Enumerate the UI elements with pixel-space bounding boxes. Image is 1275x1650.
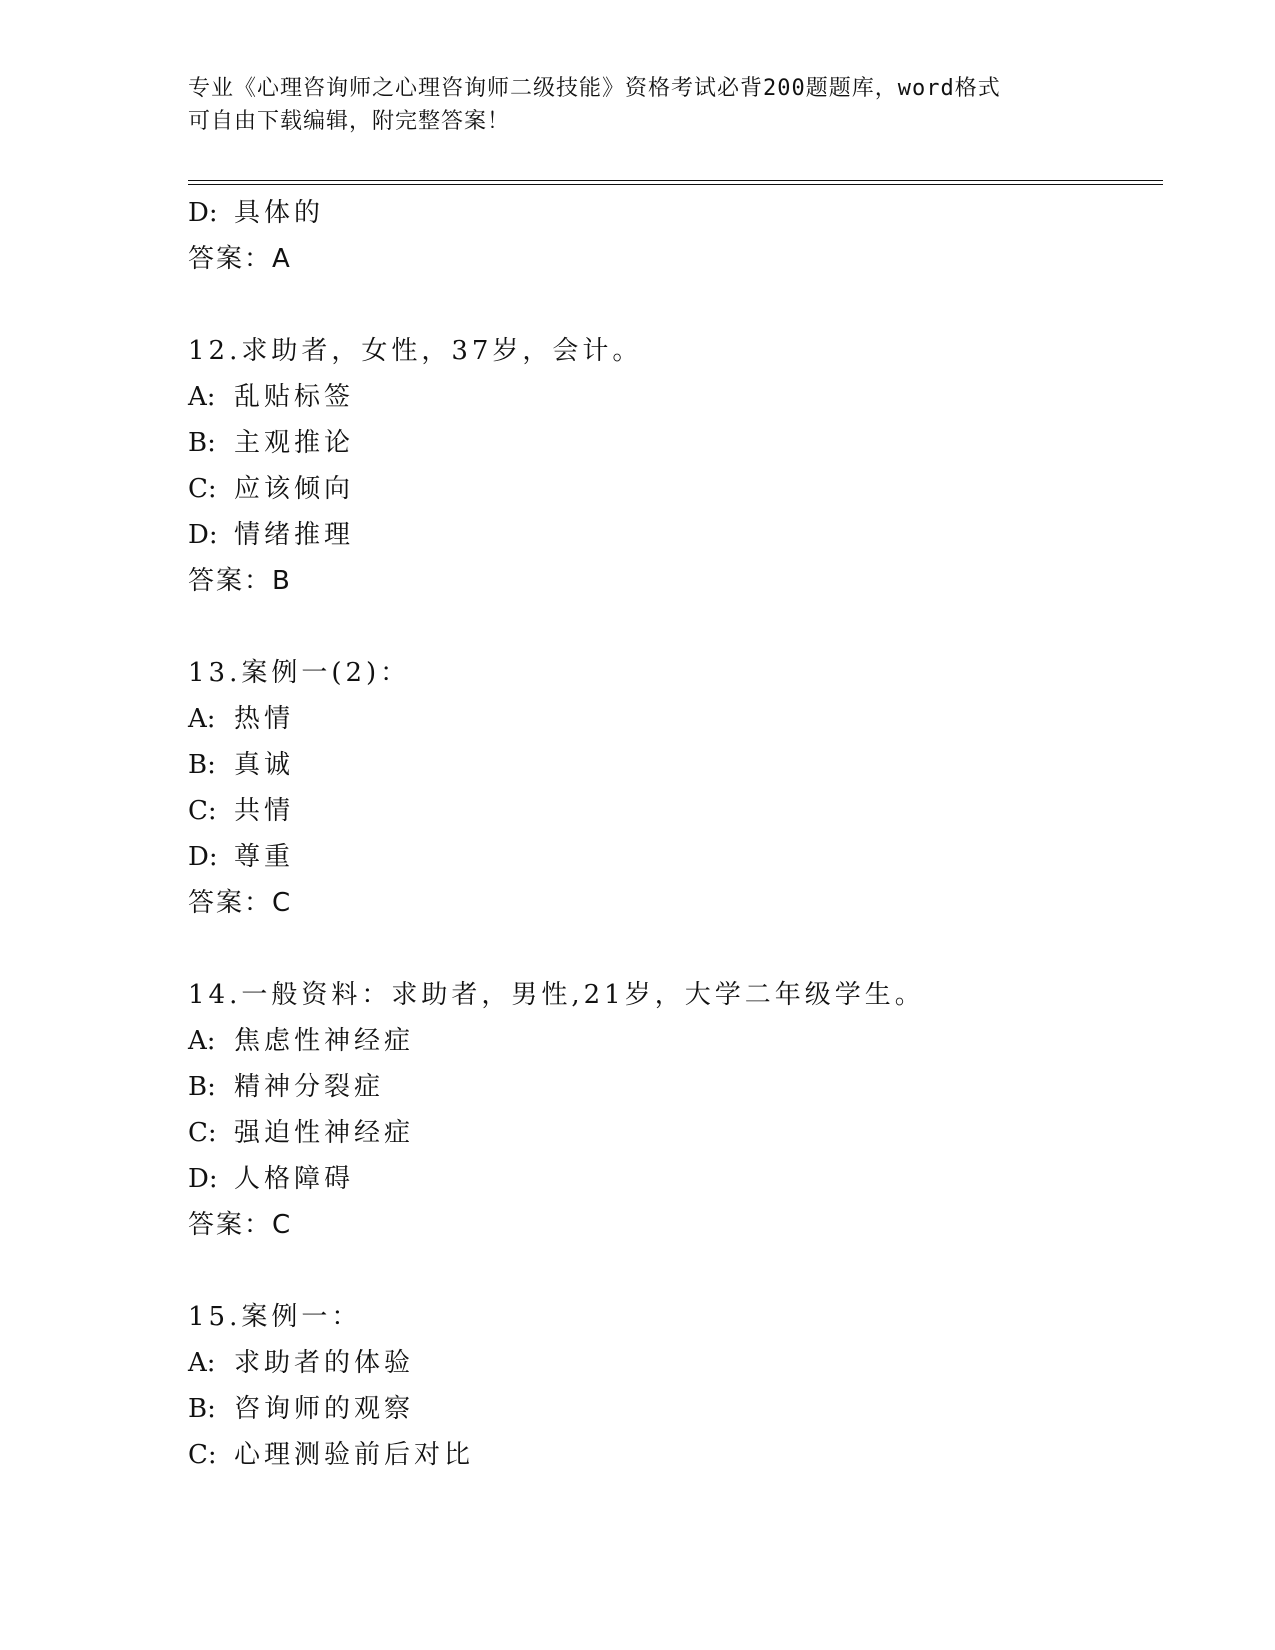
option-letter: B: bbox=[188, 1394, 216, 1424]
option-letter: C: bbox=[188, 796, 217, 826]
answer-option bbox=[188, 788, 1148, 834]
option-text: 主观推论 bbox=[234, 428, 355, 458]
answer-option bbox=[188, 420, 1148, 466]
header-divider-bottom bbox=[188, 184, 1163, 185]
block-spacer bbox=[188, 1248, 1148, 1294]
question-stem: 15.案例一： bbox=[188, 1302, 362, 1332]
block-spacer bbox=[188, 604, 1148, 650]
option-letter: C: bbox=[188, 1440, 217, 1470]
header-divider-top bbox=[188, 180, 1163, 181]
option-text: 共情 bbox=[234, 796, 295, 826]
block-spacer bbox=[188, 282, 1148, 328]
option-text: 焦虑性神经症 bbox=[234, 1026, 415, 1056]
answer-key: 答案：C bbox=[188, 888, 293, 918]
question-stem: 14.一般资料：求助者，男性,21岁，大学二年级学生。 bbox=[188, 980, 925, 1010]
option-text: 真诚 bbox=[234, 750, 295, 780]
option-text: 情绪推理 bbox=[234, 520, 355, 550]
answer-option bbox=[188, 696, 1148, 742]
option-letter: A: bbox=[188, 1348, 216, 1378]
answer-option bbox=[188, 1064, 1148, 1110]
answer-key: 答案：A bbox=[188, 244, 292, 274]
option-letter: D: bbox=[188, 520, 218, 550]
option-text: 求助者的体验 bbox=[234, 1348, 415, 1378]
option-letter: C: bbox=[188, 474, 217, 504]
option-letter: D: bbox=[188, 1164, 218, 1194]
block-spacer bbox=[188, 926, 1148, 972]
answer-option bbox=[188, 834, 1148, 880]
question-stem: 12.求助者，女性，37岁，会计。 bbox=[188, 336, 643, 366]
question-stem: 13.案例一(2)： bbox=[188, 658, 411, 688]
option-text: 乱贴标签 bbox=[234, 382, 355, 412]
option-text: 精神分裂症 bbox=[234, 1072, 385, 1102]
option-letter: A: bbox=[188, 704, 216, 734]
answer-option bbox=[188, 742, 1148, 788]
answer-option bbox=[188, 374, 1148, 420]
option-text: 强迫性神经症 bbox=[234, 1118, 415, 1148]
answer-option bbox=[188, 466, 1148, 512]
option-letter: B: bbox=[188, 1072, 216, 1102]
option-text: 心理测验前后对比 bbox=[234, 1440, 475, 1470]
document-header bbox=[188, 72, 1088, 138]
option-text: 具体的 bbox=[234, 198, 325, 228]
answer-option bbox=[188, 1432, 1148, 1478]
answer-option bbox=[188, 1386, 1148, 1432]
option-letter: B: bbox=[188, 428, 216, 458]
answer-option bbox=[188, 1340, 1148, 1386]
option-letter: D: bbox=[188, 842, 218, 872]
answer-option bbox=[188, 512, 1148, 558]
option-text: 热情 bbox=[234, 704, 295, 734]
option-text: 应该倾向 bbox=[234, 474, 355, 504]
header-title-line-1: 专业《心理咨询师之心理咨询师二级技能》资格考试必背200题题库，word格式 bbox=[188, 76, 1001, 101]
answer-key: 答案：B bbox=[188, 566, 292, 596]
answer-option bbox=[188, 190, 1148, 236]
question-list bbox=[188, 190, 1148, 1478]
option-letter: D: bbox=[188, 198, 218, 228]
option-text: 尊重 bbox=[234, 842, 295, 872]
option-letter: A: bbox=[188, 382, 216, 412]
header-title-line-2: 可自由下载编辑，附完整答案！ bbox=[188, 109, 511, 134]
option-text: 咨询师的观察 bbox=[234, 1394, 415, 1424]
answer-option bbox=[188, 1018, 1148, 1064]
answer-key: 答案：C bbox=[188, 1210, 293, 1240]
answer-option bbox=[188, 1110, 1148, 1156]
option-letter: C: bbox=[188, 1118, 217, 1148]
option-letter: A: bbox=[188, 1026, 216, 1056]
answer-option bbox=[188, 1156, 1148, 1202]
option-letter: B: bbox=[188, 750, 216, 780]
option-text: 人格障碍 bbox=[234, 1164, 355, 1194]
